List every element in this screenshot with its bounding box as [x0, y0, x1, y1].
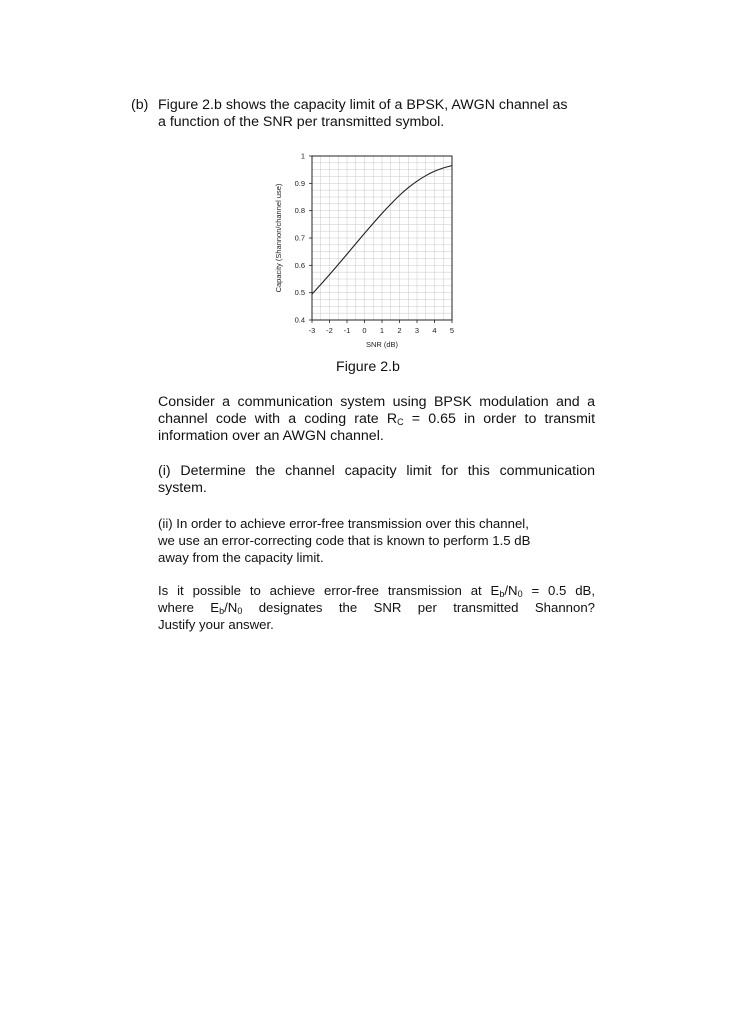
- y-axis-label: Capacity (Shannon/channel use): [274, 183, 283, 293]
- y-tick-label: 0.7: [294, 233, 305, 243]
- eb-subscript-2: b: [219, 606, 225, 616]
- final-line-2-mid: /N: [224, 600, 238, 615]
- x-axis-label: SNR (dB): [365, 340, 399, 349]
- intro-line-2: [158, 411, 595, 428]
- x-tick-label: -2: [326, 326, 333, 335]
- final-line-2-pre: where E: [158, 600, 220, 615]
- x-tick-label: 0: [362, 326, 367, 335]
- intro-line-2-pre: channel code with a coding rate R: [158, 411, 398, 427]
- part-i-paragraph: [158, 463, 595, 497]
- final-question-paragraph: [158, 582, 595, 633]
- x-tick-label: 4: [432, 326, 437, 335]
- part-i-line-1: (i) Determine the channel capacity limit for this communication: [158, 463, 595, 479]
- part-ii-line-2: we use an error-correcting code that is known to perform 1.5 dB: [158, 533, 531, 548]
- final-line-1-pre: Is it possible to achieve error-free transmission at E: [158, 583, 500, 598]
- question-line-2: a function of the SNR per transmitted symbol.: [158, 114, 445, 130]
- intro-paragraph: [158, 394, 595, 445]
- figure-caption: Figure 2.b: [336, 359, 400, 375]
- y-tick-label: 0.4: [294, 315, 305, 325]
- y-tick-label: 1: [300, 151, 305, 161]
- part-ii-line-1: (ii) In order to achieve error-free transmission over this channel,: [158, 516, 529, 531]
- intro-line-1: Consider a communication system using BPSK modulation and a: [158, 394, 595, 410]
- x-tick-label: -3: [308, 326, 316, 335]
- eb-subscript-1: b: [499, 589, 505, 599]
- x-tick-label: -1: [343, 326, 351, 335]
- part-ii-line-3: away from the capacity limit.: [158, 550, 324, 565]
- final-line-1-post: = 0.5 dB,: [522, 583, 595, 598]
- y-tick-label: 0.5: [294, 288, 305, 298]
- n0-subscript-1: 0: [517, 589, 523, 599]
- final-line-2-post: designates the SNR per transmitted Shannon?: [242, 600, 595, 615]
- question-text: [158, 97, 598, 131]
- x-tick-label: 5: [449, 326, 455, 335]
- rate-subscript: C: [397, 417, 404, 427]
- y-tick-label: 0.9: [294, 178, 305, 188]
- final-line-1-mid: /N: [504, 583, 518, 598]
- y-tick-label: 0.8: [294, 206, 305, 216]
- intro-line-3: information over an AWGN channel.: [158, 428, 384, 444]
- x-tick-label: 1: [379, 326, 385, 335]
- capacity-chart: [268, 144, 468, 356]
- final-line-1: [158, 582, 595, 599]
- part-ii-paragraph: [158, 515, 595, 566]
- x-tick-labels: [309, 320, 454, 335]
- y-tick-labels: [295, 152, 312, 325]
- question-label: (b): [131, 97, 149, 113]
- final-line-2: [158, 599, 595, 616]
- chart-grid: [312, 156, 452, 320]
- x-tick-label: 3: [414, 326, 420, 335]
- intro-line-2-post: = 0.65 in order to transmit: [403, 411, 596, 427]
- x-tick-label: 2: [397, 326, 402, 335]
- part-i-line-2: system.: [158, 480, 207, 496]
- y-tick-label: 0.6: [294, 260, 305, 270]
- question-line-1: Figure 2.b shows the capacity limit of a BPSK, AWGN channel as: [158, 97, 568, 113]
- n0-subscript-2: 0: [237, 606, 243, 616]
- final-line-3: Justify your answer.: [158, 617, 274, 632]
